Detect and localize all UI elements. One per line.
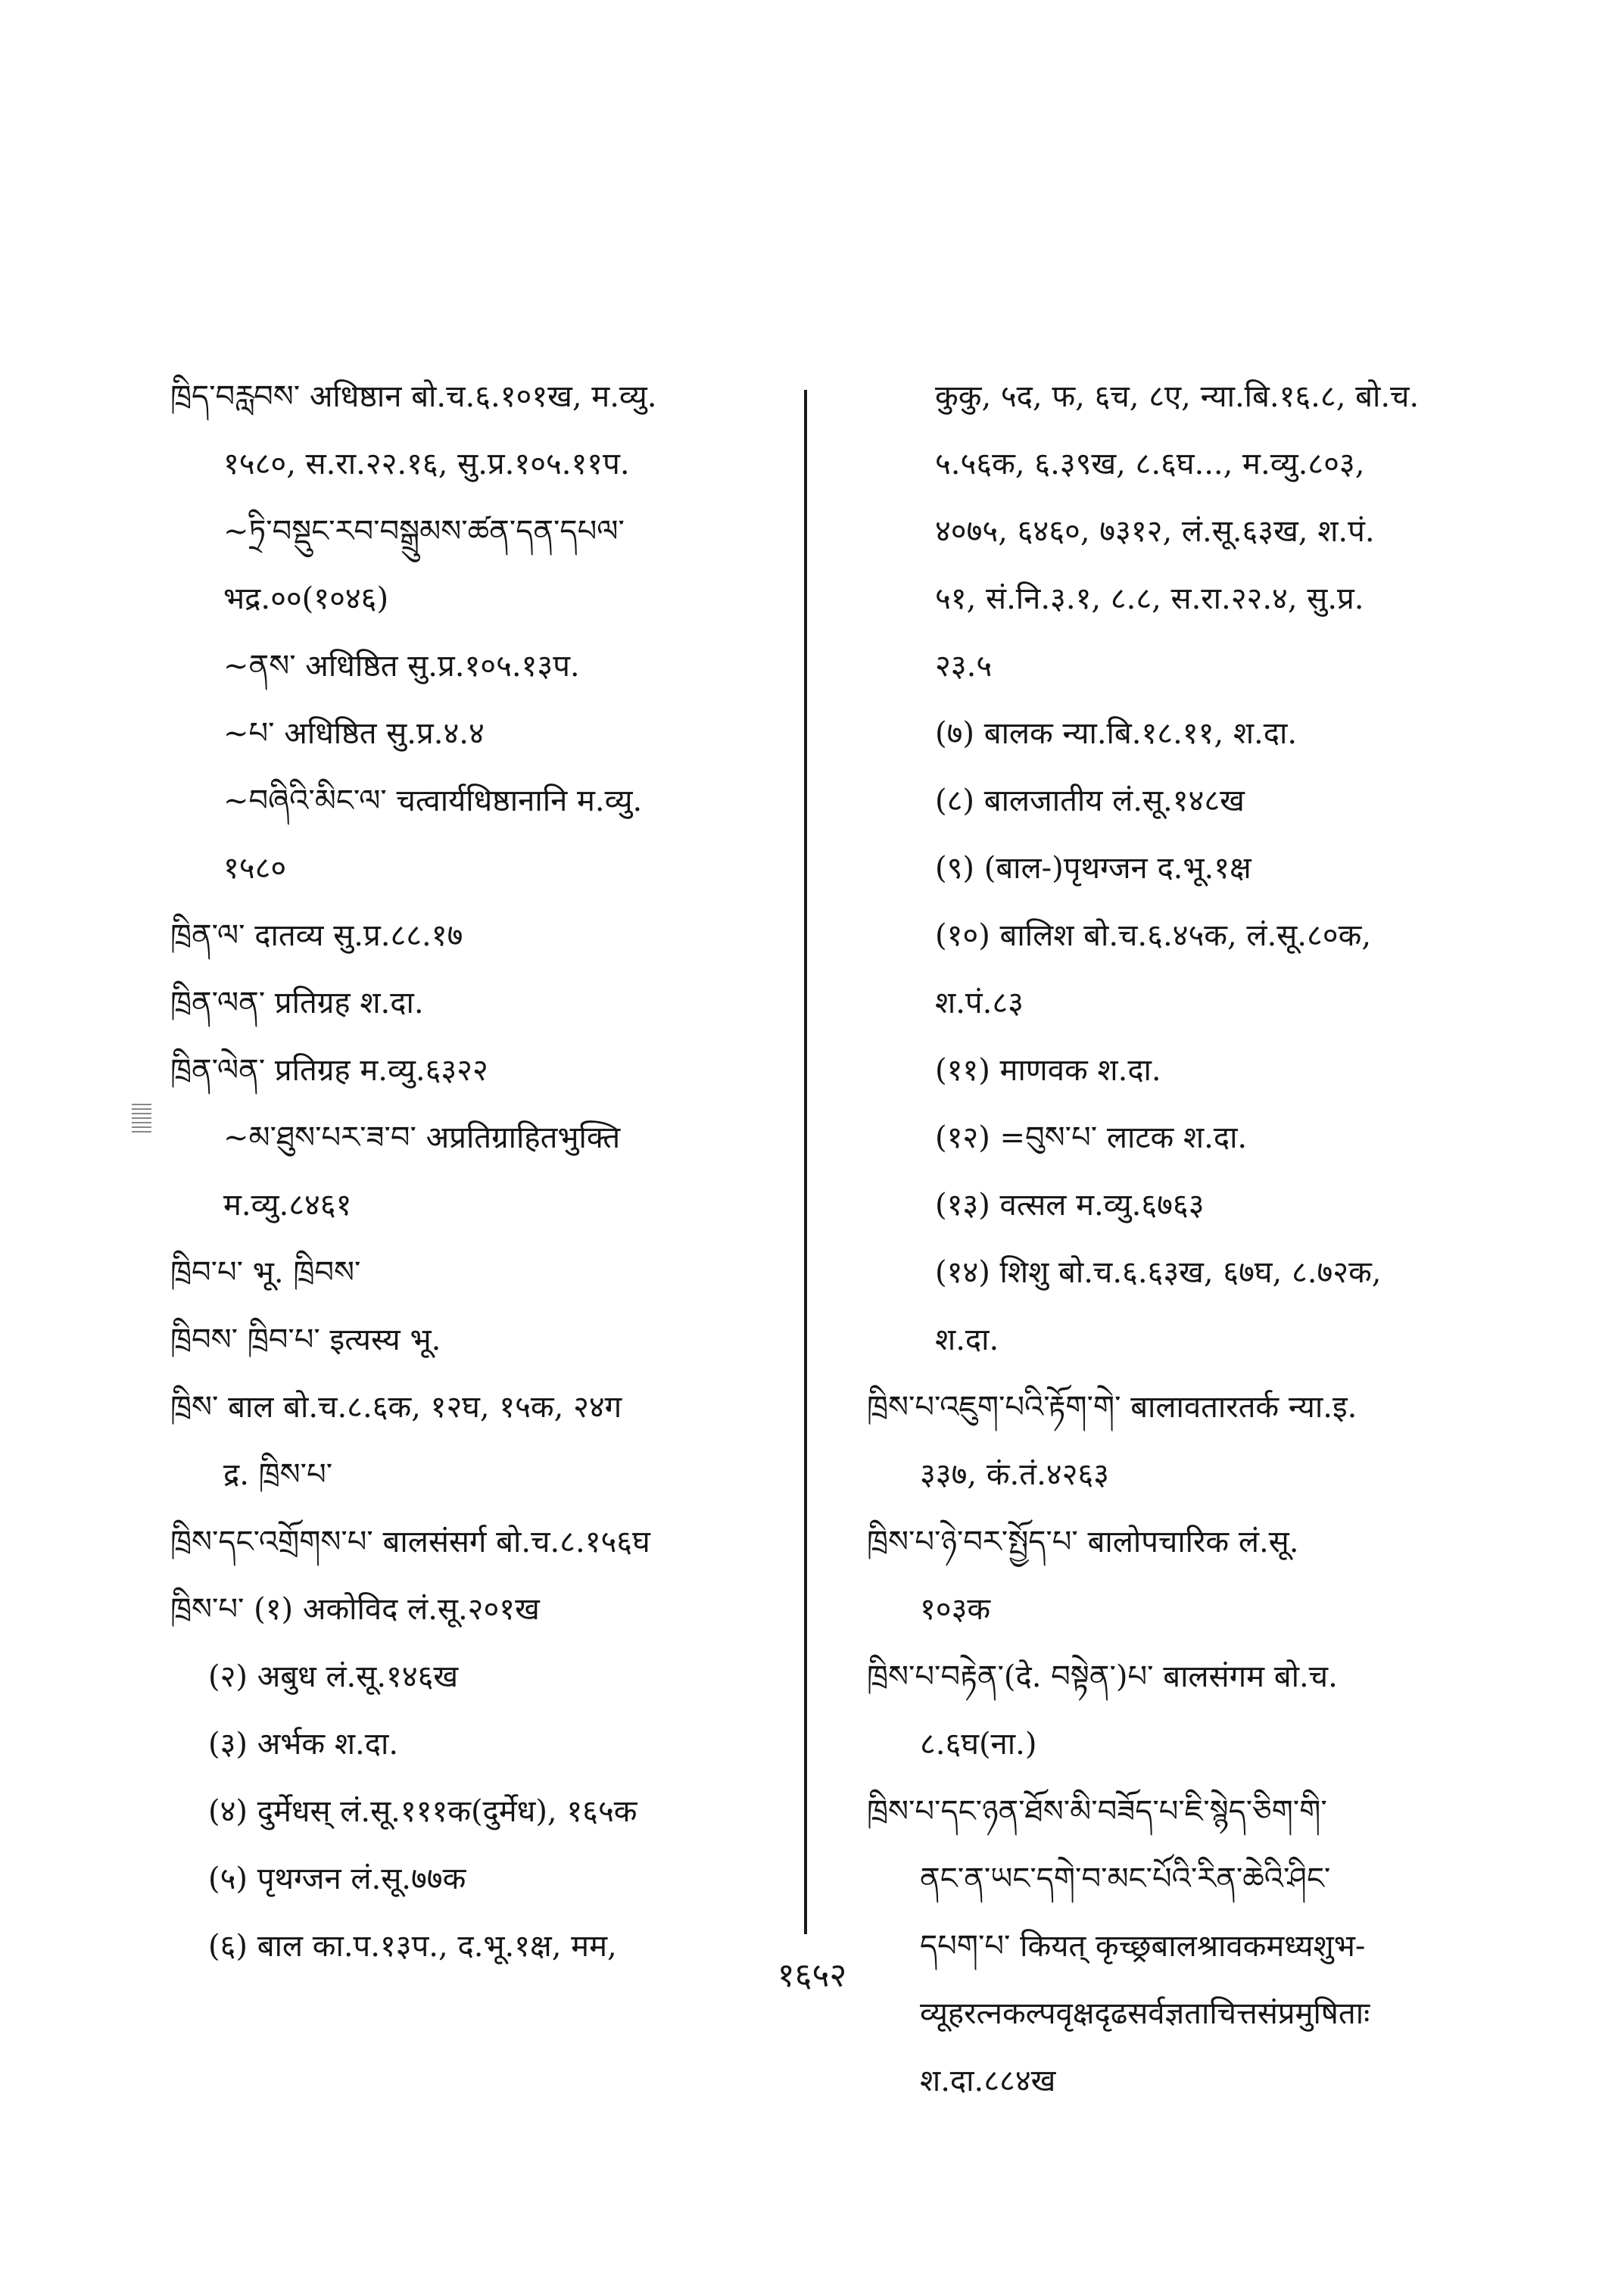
- dictionary-entry-headword-line: ཁྲིན་ལན་ प्रतिग्रह श.दा.: [170, 986, 424, 1020]
- dictionary-entry-line: ~བཞིའི་མིང་ལ་ चत्वार्यधिष्ठानानि म.व्यु.: [223, 784, 643, 818]
- dictionary-entry-line: དཔག་པ་ कियत् कृच्छ्रबालश्रावकमध्यशुभ-: [920, 1929, 1366, 1964]
- dictionary-entry-line: कुकु, ५द, फ, ६च, ८ए, न्या.बि.१६.८, बो.च.: [935, 379, 1420, 414]
- right-column: [867, 363, 1465, 2115]
- dictionary-entry-line: द्र. ཁྲིས་པ་: [223, 1457, 333, 1492]
- dictionary-entry-line: (६) बाल का.प.१३प., द.भू.१क्ष, मम,: [208, 1929, 617, 1964]
- dictionary-entry-line: ནང་ན་ཡང་དགེ་བ་མང་པོའི་རིན་ཆེའི་ཤིང་: [920, 1862, 1331, 1896]
- dictionary-entry-headword-line: ཁྲིད་བརླབས་ अधिष्ठान बो.च.६.१०१ख, म.व्यु.: [170, 379, 657, 414]
- dictionary-entry-line: म.व्यु.८४६१: [223, 1188, 352, 1223]
- dictionary-entry-headword-line: ཁྲིས་པ་འཇུག་པའི་རྟོག་གེ་ बालावतारतर्क न्या.इ.: [867, 1390, 1357, 1425]
- dictionary-entry-line: १५८०, स.रा.२२.१६, सु.प्र.१०५.११प.: [223, 447, 630, 481]
- dictionary-entry-line: (१३) वत्सल म.व्यु.६७६३: [935, 1188, 1205, 1223]
- dictionary-entry-line: (३) अर्भक श.दा.: [208, 1727, 399, 1762]
- margin-mark: [132, 1104, 151, 1132]
- dictionary-entry-line: ८.६घ(ना.): [920, 1727, 1037, 1762]
- dictionary-entry-line: ५१, सं.नि.३.१, ८.८, स.रा.२२.४, सु.प्र.: [935, 581, 1364, 616]
- dictionary-entry-line: ३३७, कं.तं.४२६३: [920, 1457, 1109, 1492]
- left-column: [170, 363, 814, 1980]
- dictionary-entry-headword-line: ཁྲིབས་ ཁྲིབ་པ་ इत्यस्य भू.: [170, 1323, 441, 1357]
- dictionary-entry-line: ~མ་ཐུས་པར་ཟ་བ་ अप्रतिग्राहितभुक्ति: [223, 1120, 621, 1155]
- dictionary-entry-line: (५) पृथग्जन लं.सू.७७क: [208, 1862, 466, 1896]
- dictionary-entry-headword-line: ཁྲིན་ལེན་ प्रतिग्रह म.व्यु.६३२२: [170, 1053, 488, 1088]
- dictionary-entry-headword-line: ཁྲིས་པ་ཉེ་བར་སྤྱོད་པ་ बालोपचारिक लं.सू.: [867, 1525, 1299, 1559]
- dictionary-entry-headword-line: ཁྲིས་པ་ (१) अकोविद लं.सू.२०१ख: [170, 1592, 540, 1627]
- dictionary-entry-line: (१२) =བུས་པ་ लाटक श.दा.: [935, 1120, 1248, 1155]
- dictionary-entry-line: (२) अबुध लं.सू.१४६ख: [208, 1659, 459, 1694]
- dictionary-entry-headword-line: ཁྲིས་དང་འགྲོགས་པ་ बालसंसर्ग बो.च.८.१५६घ: [170, 1525, 650, 1559]
- dictionary-entry-line: ~ནས་ अधिष्ठित सु.प्र.१०५.१३प.: [223, 649, 580, 684]
- dictionary-entry-headword-line: ཁྲིས་ बाल बो.च.८.६क, १२घ, १५क, २४ग: [170, 1390, 622, 1425]
- dictionary-entry-headword-line: ཁྲིན་ལ་ दातव्य सु.प्र.८८.१७: [170, 918, 463, 953]
- dictionary-entry-line: (७) बालक न्या.बि.१८.११, श.दा.: [935, 716, 1298, 751]
- dictionary-entry-line: २३.५: [935, 649, 993, 684]
- dictionary-entry-line: १०३क: [920, 1592, 991, 1627]
- dictionary-entry-line: श.दा.८८४ख: [920, 2064, 1056, 2098]
- dictionary-entry-line: (१४) शिशु बो.च.६.६३ख, ६७घ, ८.७२क,: [935, 1255, 1382, 1290]
- dictionary-entry-line: श.दा.: [935, 1323, 999, 1357]
- dictionary-entry-line: श.पं.८३: [935, 986, 1024, 1020]
- dictionary-entry-line: ~ཏྲི་བསྡུང་རབ་བསྒྲུམས་ཚན་དན་དཔལ་: [223, 514, 625, 549]
- dictionary-entry-line: भद्र.००(१०४६): [223, 581, 389, 616]
- column-divider: [804, 390, 807, 1934]
- dictionary-entry-line: १५८०: [223, 851, 287, 886]
- dictionary-entry-headword-line: ཁྲིས་པ་དང་ཉན་ཐོས་མི་བཟོད་པ་ཇི་སྙེད་ཅིག་གི་: [867, 1794, 1327, 1829]
- dictionary-entry-line: (११) माणवक श.दा.: [935, 1053, 1161, 1088]
- dictionary-entry-line: (९) (बाल-)पृथग्जन द.भू.१क्ष: [935, 851, 1252, 886]
- dictionary-entry-line: व्यूहरत्नकल्पवृक्षदृढसर्वज्ञताचित्तसंप्रमुषिताः: [920, 1996, 1370, 2031]
- dictionary-entry-line: ५.५६क, ६.३९ख, ८.६घ..., म.व्यु.८०३,: [935, 447, 1365, 481]
- dictionary-entry-line: (८) बालजातीय लं.सू.१४८ख: [935, 784, 1245, 818]
- dictionary-entry-line: ४०७५, ६४६०, ७३१२, लं.सू.६३ख, श.पं.: [935, 514, 1375, 549]
- dictionary-entry-line: ~པ་ अधिष्ठित सु.प्र.४.४: [223, 716, 485, 751]
- dictionary-entry-headword-line: ཁྲིབ་པ་ भू. ཁྲིབས་: [170, 1255, 361, 1290]
- dictionary-entry-line: (४) दुर्मेधस् लं.सू.१११क(दुर्मेध), १६५क: [208, 1794, 637, 1829]
- dictionary-entry-line: (१०) बालिश बो.च.६.४५क, लं.सू.८०क,: [935, 918, 1372, 953]
- dictionary-entry-headword-line: ཁྲིས་པ་བརྟེན་(दे. བསྟེན་)པ་ बालसंगम बो.च.: [867, 1659, 1338, 1694]
- page-number: १६५२: [777, 1956, 847, 1995]
